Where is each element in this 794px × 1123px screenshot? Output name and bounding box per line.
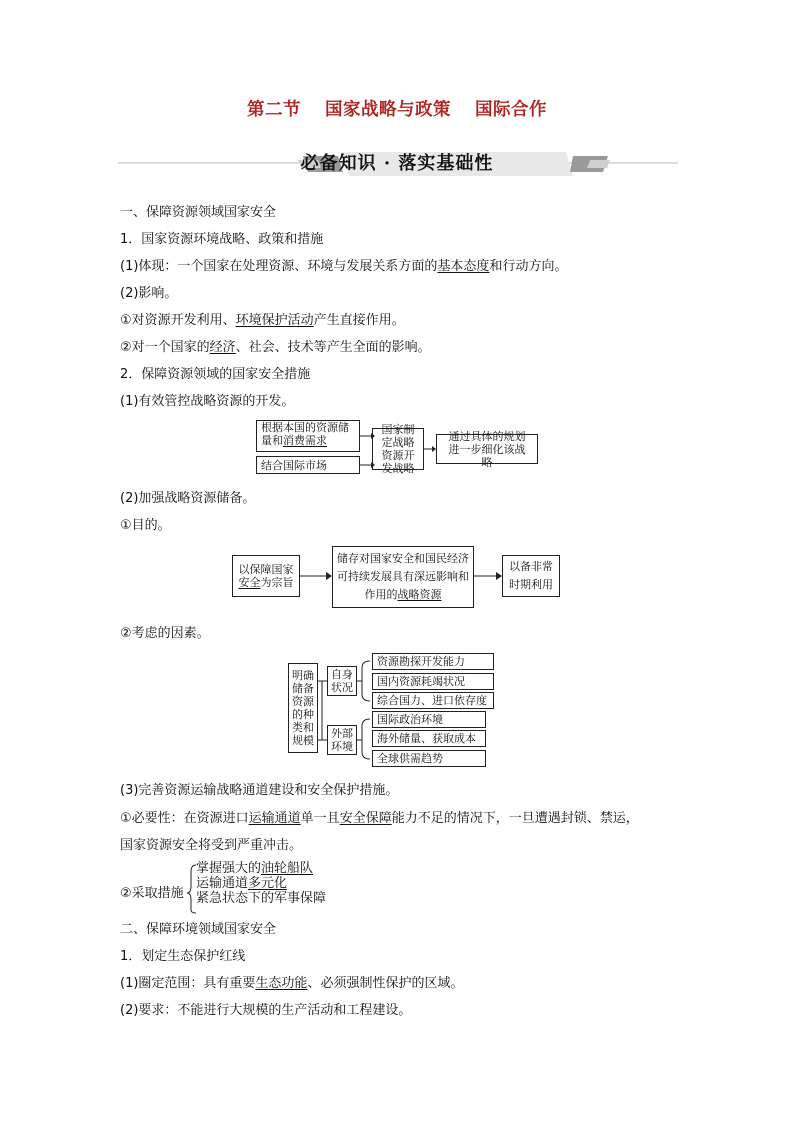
measures-label: ②采取措施 <box>120 886 184 901</box>
subheading-1-2: 2．保障资源领域的国家安全措施 <box>120 367 311 382</box>
underlined-text: 油轮船队 <box>261 861 314 876</box>
paragraph-requirement: (2)要求：不能进行大规模的生产活动和工程建设。 <box>120 1003 412 1018</box>
paragraph-factors: ②考虑的因素。 <box>120 626 210 641</box>
text: 掌握强大的 <box>196 861 262 876</box>
text: 根据本国的资源储 <box>261 421 349 434</box>
d3-self-item-1: 资源勘探开发能力 <box>372 653 494 670</box>
d3-self-item-2: 国内资源耗竭状况 <box>372 673 494 690</box>
text: 运输通道 <box>196 876 249 891</box>
underlined-text: 环境保护活动 <box>235 313 314 328</box>
text: 以保障国家 <box>238 563 294 576</box>
d3-root: 明确储备资源的种类和规模 <box>288 663 318 753</box>
underlined-text: 生态功能 <box>255 976 308 991</box>
text: 产生直接作用。 <box>313 313 405 328</box>
text: 、社会、技术等产生全面的影响。 <box>235 340 431 355</box>
text: ①对资源开发利用、 <box>120 313 236 328</box>
underlined-text: 多元化 <box>248 876 288 891</box>
text: 为宗旨 <box>260 576 294 589</box>
text: ①必要性：在资源进口 <box>120 811 249 826</box>
banner-label: 必备知识 · 落实基础性 <box>300 153 494 174</box>
underlined-text: 运输通道 <box>248 811 301 826</box>
d3-ext-item-1: 国际政治环境 <box>372 711 486 728</box>
d3-self-item-3: 综合国力、进口依存度 <box>372 692 494 709</box>
d1-box-market: 结合国际市场 <box>256 456 360 474</box>
paragraph-manage: (1)有效管控战略资源的开发。 <box>120 394 295 409</box>
section-heading-2: 二、保障环境领域国家安全 <box>120 922 277 937</box>
measure-2 <box>196 877 326 890</box>
text: (1)圈定范围：具有重要 <box>120 976 256 991</box>
d3-ext-item-2: 海外储量、获取成本 <box>372 730 486 747</box>
paragraph-transport: (3)完善资源运输战略通道建设和安全保护措施。 <box>120 783 399 798</box>
measures-list <box>196 862 326 905</box>
text: 能力不足的情况下，一旦遭遇封锁、禁运， <box>391 811 639 826</box>
underlined-text: 战略资源 <box>397 588 442 601</box>
text: 单一且 <box>300 811 340 826</box>
underlined-text: 经济 <box>209 340 236 355</box>
measure-3: 紧急状态下的军事保障 <box>196 891 327 906</box>
d1-box-plan: 通过具体的规划进一步细化该战略 <box>436 434 538 464</box>
text: 量和 <box>261 434 283 447</box>
d3-ext-item-3: 全球供需趋势 <box>372 750 486 767</box>
measure-1 <box>196 862 326 875</box>
paragraph-purpose: ①目的。 <box>120 518 171 533</box>
text: 储存对国家安全和国民经济可持续发展具有深远影响和作用的 <box>337 552 469 601</box>
d3-self: 自身状况 <box>327 666 357 696</box>
paragraph-reserve: (2)加强战略资源储备。 <box>120 491 256 506</box>
paragraph-influence: (2)影响。 <box>120 286 178 301</box>
title-main: 国家战略与政策 <box>325 100 451 120</box>
underlined-text: 安全 <box>238 576 261 589</box>
d2-box-use: 以备非常时期利用 <box>502 555 560 597</box>
text: (1)体现：一个国家在处理资源、环境与发展关系方面的 <box>120 259 438 274</box>
text: 、必须强制性保护的区域。 <box>307 976 464 991</box>
d3-external: 外部环境 <box>327 725 357 755</box>
subheading-1-1: 1．国家资源环境战略、政策和措施 <box>120 232 324 247</box>
title-sub: 国际合作 <box>475 100 547 120</box>
text: 和行动方向。 <box>489 259 568 274</box>
underlined-text: 基本态度 <box>437 259 490 274</box>
title-section: 第二节 <box>247 100 301 120</box>
underlined-text: 消费需求 <box>283 434 327 447</box>
d1-box-strategy: 国家制定战略资源开发战略 <box>372 428 424 470</box>
underlined-text: 安全保障 <box>339 811 392 826</box>
subheading-2-1: 1．划定生态保护红线 <box>120 949 246 964</box>
section-heading-1: 一、保障资源领域国家安全 <box>120 205 277 220</box>
paragraph-scope <box>120 975 463 993</box>
paragraph-necessity-cont: 国家资源安全将受到严重冲击。 <box>120 838 303 853</box>
text: ②对一个国家的 <box>120 340 210 355</box>
